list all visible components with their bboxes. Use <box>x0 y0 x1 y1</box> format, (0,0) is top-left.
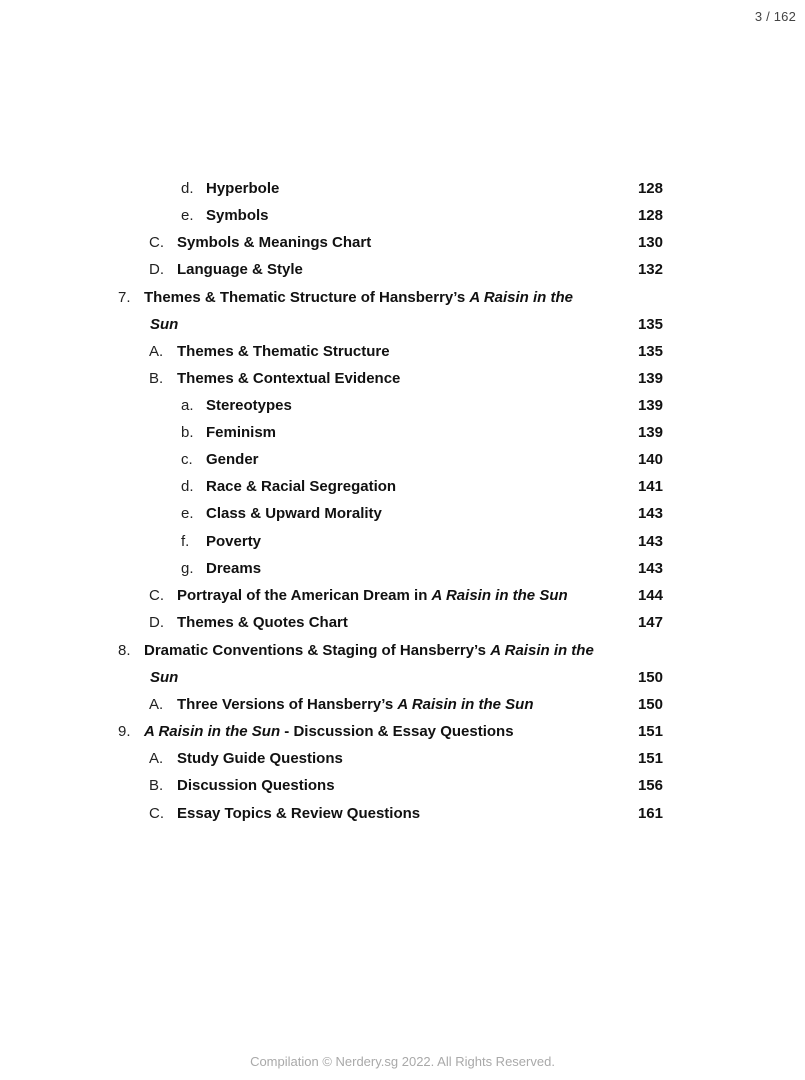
toc-entry-poverty[interactable] <box>0 532 805 559</box>
toc-title: Symbols <box>206 207 269 224</box>
copyright-footer: Compilation © Nerdery.sg 2022. All Rights Reserved. <box>250 1054 555 1069</box>
toc-page-number: 140 <box>637 451 663 468</box>
toc-chapter-8[interactable] <box>0 641 805 668</box>
toc-title-continuation: Sun <box>150 316 179 333</box>
toc-marker: D. <box>149 261 164 278</box>
toc-title: Race & Racial Segregation <box>206 478 397 495</box>
toc-marker: D. <box>149 614 164 631</box>
toc-marker: B. <box>149 370 164 387</box>
toc-title: Gender <box>206 451 259 468</box>
toc-page-number: 156 <box>637 777 663 794</box>
toc-marker: 7. <box>118 289 131 306</box>
toc-entry-dreams[interactable] <box>0 559 805 586</box>
toc-page-number: 150 <box>637 669 663 686</box>
toc-title: Dramatic Conventions & Staging of Hansberry’s A Raisin in the <box>144 642 594 659</box>
toc-page-number: 150 <box>637 696 663 713</box>
toc-title: Poverty <box>206 533 262 550</box>
toc-title: Class & Upward Morality <box>206 505 382 522</box>
toc-page-number: 141 <box>637 478 663 495</box>
toc-chapter-8-continuation[interactable] <box>0 668 805 695</box>
toc-entry-discussion[interactable] <box>0 776 805 803</box>
toc-entry-gender[interactable] <box>0 450 805 477</box>
toc-entry-symbols[interactable] <box>0 206 805 233</box>
toc-title: Essay Topics & Review Questions <box>177 805 421 822</box>
toc-marker: e. <box>181 505 194 522</box>
toc-title: Three Versions of Hansberry’s A Raisin in the Sun <box>177 696 534 713</box>
toc-page-number: 144 <box>637 587 663 604</box>
toc-page-number: 130 <box>637 234 663 251</box>
toc-entry-symbols-chart[interactable] <box>0 233 805 260</box>
toc-page-number: 147 <box>637 614 663 631</box>
toc-entry-stereotypes[interactable] <box>0 396 805 423</box>
toc-marker: C. <box>149 587 164 604</box>
toc-entry-american-dream[interactable] <box>0 586 805 613</box>
toc-title: Themes & Thematic Structure of Hansberry’s A Raisin in the <box>144 289 573 306</box>
toc-page-number: 135 <box>637 316 663 333</box>
toc-title: Dreams <box>206 560 262 577</box>
toc-page-number: 132 <box>637 261 663 278</box>
toc-page-number: 139 <box>637 397 663 414</box>
toc-entry-class[interactable] <box>0 504 805 531</box>
toc-marker: 8. <box>118 642 131 659</box>
toc-page-number: 143 <box>637 560 663 577</box>
toc-title-continuation: Sun <box>150 669 179 686</box>
toc-page-number: 128 <box>637 207 663 224</box>
toc-marker: C. <box>149 805 164 822</box>
toc-page-number: 139 <box>637 370 663 387</box>
toc-marker: f. <box>181 533 190 550</box>
toc-chapter-7[interactable] <box>0 288 805 315</box>
toc-entry-essay-topics[interactable] <box>0 804 805 831</box>
toc-marker: C. <box>149 234 164 251</box>
toc-entry-study-guide[interactable] <box>0 749 805 776</box>
toc-entry-contextual-evidence[interactable] <box>0 369 805 396</box>
toc-marker: g. <box>181 560 194 577</box>
toc-page-number: 151 <box>637 750 663 767</box>
toc-entry-language-style[interactable] <box>0 260 805 287</box>
toc-entry-three-versions[interactable] <box>0 695 805 722</box>
toc-marker: d. <box>181 478 194 495</box>
toc-title: Themes & Quotes Chart <box>177 614 348 631</box>
toc-title: Hyperbole <box>206 180 280 197</box>
toc-marker: B. <box>149 777 164 794</box>
toc-marker: 9. <box>118 723 131 740</box>
toc-marker: a. <box>181 397 194 414</box>
toc-marker: A. <box>149 750 164 767</box>
toc-entry-quotes-chart[interactable] <box>0 613 805 640</box>
toc-title: Feminism <box>206 424 277 441</box>
toc-page-number: 151 <box>637 723 663 740</box>
toc-entry-feminism[interactable] <box>0 423 805 450</box>
toc-marker: e. <box>181 207 194 224</box>
toc-page-number: 139 <box>637 424 663 441</box>
toc-title: A Raisin in the Sun - Discussion & Essay Questions <box>144 723 514 740</box>
toc-title: Study Guide Questions <box>177 750 343 767</box>
toc-page-number: 135 <box>637 343 663 360</box>
toc-entry-race[interactable] <box>0 477 805 504</box>
toc-chapter-9[interactable] <box>0 722 805 749</box>
toc-marker: b. <box>181 424 194 441</box>
toc-page-number: 161 <box>637 805 663 822</box>
toc-title: Themes & Contextual Evidence <box>177 370 401 387</box>
toc-marker: c. <box>181 451 193 468</box>
toc-marker: A. <box>149 696 164 713</box>
toc-entry-themes-structure[interactable] <box>0 342 805 369</box>
toc-page-number: 128 <box>637 180 663 197</box>
toc-title: Language & Style <box>177 261 303 278</box>
toc-marker: A. <box>149 343 164 360</box>
toc-title: Portrayal of the American Dream in A Raisin in the Sun <box>177 587 568 604</box>
toc-entry-hyperbole[interactable] <box>0 179 805 206</box>
toc-title: Themes & Thematic Structure <box>177 343 390 360</box>
toc-title: Symbols & Meanings Chart <box>177 234 372 251</box>
toc-page-number: 143 <box>637 505 663 522</box>
toc-marker: d. <box>181 180 194 197</box>
page-counter: 3 / 162 <box>754 9 796 24</box>
toc-chapter-7-continuation[interactable] <box>0 315 805 342</box>
toc-title: Stereotypes <box>206 397 292 414</box>
toc-title: Discussion Questions <box>177 777 335 794</box>
toc-page-number: 143 <box>637 533 663 550</box>
